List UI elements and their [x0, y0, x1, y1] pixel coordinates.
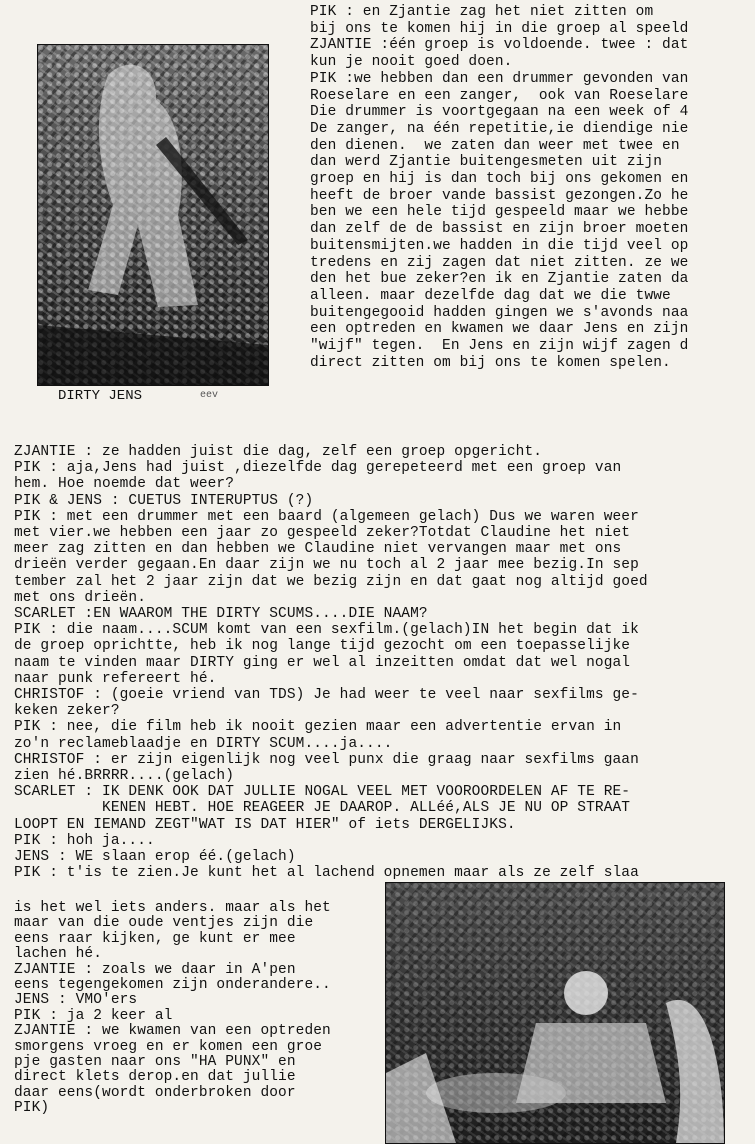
right-column-line: ZJANTIE :één groep is voldoende. twee : dat [310, 37, 689, 54]
photo-dirty-jens [37, 44, 269, 386]
body-line: LOOPT EN IEMAND ZEGT"WAT IS DAT HIER" of iets DERGELIJKS. [14, 816, 516, 833]
right-column-line: kun je nooit goed doen. [310, 54, 513, 71]
left-column-line: pje gasten naar ons "HA PUNX" en [14, 1054, 296, 1070]
right-column-line: den dienen. we zaten dan weer met twee en [310, 137, 680, 154]
left-column-line: direct klets derop.en dat jullie [14, 1069, 296, 1086]
photo-stamp: eev [200, 390, 219, 401]
right-column-line: groep en hij is dan toch bij ons gekomen en [310, 171, 689, 187]
left-column-line: daar eens(wordt onderbroken door [14, 1084, 296, 1101]
body-line: meer zag zitten en dan hebben we Claudine niet vervangen maar met ons [14, 541, 622, 558]
body-line: naam te vinden maar DIRTY ging er wel al inzeitten omdat dat wel nogal [14, 654, 631, 671]
body-line: KENEN HEBT. HOE REAGEER JE DAAROP. ALLéé,ALS JE NU OP STRAAT [14, 800, 631, 817]
body-line: PIK : nee, die film heb ik nooit gezien maar een advertentie ervan in [14, 719, 622, 736]
body-line: JENS : WE slaan erop éé.(gelach) [14, 849, 296, 865]
right-column-line: een optreden en kwamen we daar Jens en zijn [310, 321, 689, 338]
right-column-line: dan werd Zjantie buitengesmeten uit zijn [310, 154, 663, 171]
left-column-line: eens tegengekomen zijn onderandere.. [14, 977, 331, 993]
body-line: naar punk refereert hé. [14, 670, 217, 687]
right-column-line: PIK : en Zjantie zag het niet zitten om [310, 4, 654, 20]
left-column-line: smorgens vroeg en er komen een groe [14, 1038, 323, 1055]
body-line: met ons drieën. [14, 589, 147, 606]
photo-caption: DIRTY JENS [58, 388, 143, 404]
left-column-line: PIK : ja 2 keer al [14, 1007, 173, 1024]
body-line: hem. Hoe noemde dat weer? [14, 476, 235, 493]
body-line: CHRISTOF : er zijn eigenlijk nog veel punx die graag naar sexfilms gaan [14, 751, 639, 768]
right-column-line: "wijf" tegen. En Jens en zijn wijf zagen d [310, 338, 689, 354]
body-line: PIK : met een drummer met een baard (algemeen gelach) Dus we waren weer [14, 508, 639, 525]
right-column-line: den het bue zeker?en ik en Zjantie zaten da [310, 271, 689, 288]
right-column-line: Die drummer is voortgegaan na een week of 4 [310, 104, 689, 121]
left-column-line: ZJANTIE : we kwamen van een optreden [14, 1023, 331, 1040]
left-column-line: eens raar kijken, ge kunt er mee [14, 930, 296, 947]
right-column-line: PIK :we hebben dan een drummer gevonden van [310, 70, 689, 87]
body-line: tember zal het 2 jaar zijn dat we bezig zijn en dat gaat nog altijd goed [14, 573, 648, 590]
right-column-line: heeft de broer vande bassist gezongen.Zo he [310, 187, 689, 204]
body-line: met vier.we hebben een jaar zo gespeeld zeker?Totdat Claudine het niet [14, 525, 631, 541]
body-line: zo'n reclameblaadje en DIRTY SCUM....ja.... [14, 735, 393, 752]
body-line: CHRISTOF : (goeie vriend van TDS) Je had weer te veel naar sexfilms ge- [14, 687, 639, 703]
right-column-line: dan zelf de de bassist en zijn broer moeten [310, 221, 689, 238]
body-line: PIK : t'is te zien.Je kunt het al lachend opnemen maar als ze zelf slaa [14, 865, 639, 882]
right-column-line: ben we een hele tijd gespeeld maar we hebbe [310, 204, 689, 221]
body-line: SCARLET :EN WAAROM THE DIRTY SCUMS....DIE NAAM? [14, 606, 428, 622]
body-line: PIK : aja,Jens had juist ,diezelfde dag gerepeteerd met een groep van [14, 460, 622, 477]
photo-figure-illustration [38, 45, 268, 385]
left-column-line: is het wel iets anders. maar als het [14, 900, 331, 916]
left-column-line: ZJANTIE : zoals we daar in A'pen [14, 961, 296, 978]
body-line: ZJANTIE : ze hadden juist die dag, zelf een groep opgericht. [14, 444, 543, 460]
left-column-line: JENS : VMO'ers [14, 992, 138, 1009]
body-line: keken zeker? [14, 703, 120, 720]
right-column-line: buitensmijten.we hadden in die tijd veel op [310, 237, 689, 254]
left-column-line: lachen hé. [14, 946, 103, 963]
photo-bottom-illustration [385, 882, 725, 1144]
body-line: zien hé.BRRRR....(gelach) [14, 768, 235, 784]
right-column-line: buitengegooid hadden gingen we s'avonds naa [310, 304, 689, 321]
body-line: PIK & JENS : CUETUS INTERUPTUS (?) [14, 492, 314, 509]
body-line: PIK : hoh ja.... [14, 832, 155, 849]
body-line: de groep oprichtte, heb ik nog lange tijd gezocht om een toepasselijke [14, 638, 631, 655]
body-line: drieën verder gegaan.En daar zijn we nu toch al 2 jaar mee bezig.In sep [14, 557, 639, 574]
right-column-line: direct zitten om bij ons te komen spelen. [310, 354, 671, 371]
photo-drummer-illustration [386, 883, 724, 1143]
body-line: SCARLET : IK DENK OOK DAT JULLIE NOGAL VEEL MET VOOROORDELEN AF TE RE- [14, 784, 631, 801]
right-column-line: alleen. maar dezelfde dag dat we die twwe [310, 287, 671, 304]
right-column-line: bij ons te komen hij in die groep al speeld [310, 20, 689, 37]
right-column-line: De zanger, na één repetitie,ie diendige nie [310, 120, 689, 137]
left-column-line: PIK) [14, 1100, 50, 1117]
body-line: PIK : die naam....SCUM komt van een sexfilm.(gelach)IN het begin dat ik [14, 622, 639, 639]
left-column-line: maar van die oude ventjes zijn die [14, 915, 314, 932]
right-column-line: tredens en zij zagen dat niet zitten. ze we [310, 254, 689, 271]
right-column-line: Roeselare en een zanger, ook van Roeselare [310, 87, 689, 104]
